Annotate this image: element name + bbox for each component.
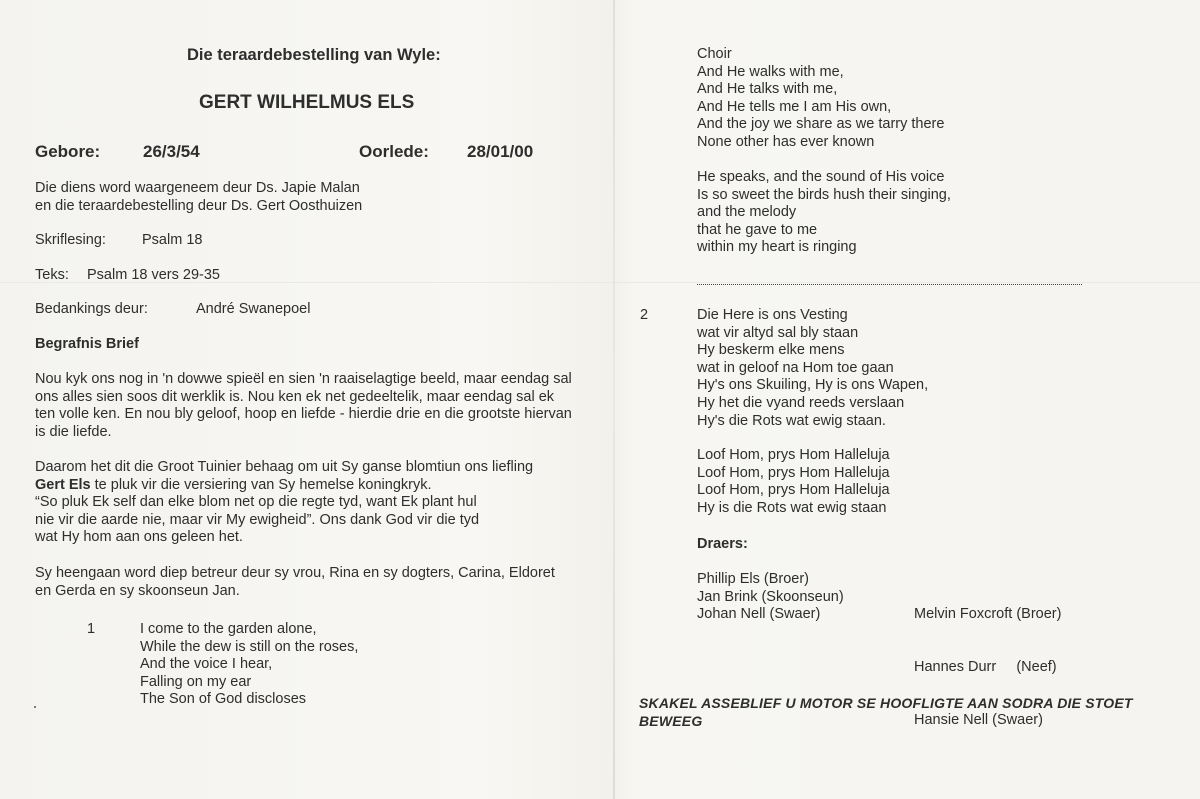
choir-line: And He tells me I am His own, bbox=[697, 98, 892, 115]
letter-p1-line: is die liefde. bbox=[35, 423, 112, 440]
choir-line: And He walks with me, bbox=[697, 63, 844, 80]
choir-lyrics bbox=[697, 46, 944, 152]
center-fold bbox=[613, 0, 615, 799]
choir-line: And the joy we share as we tarry there bbox=[697, 116, 945, 133]
letter-p2-line-rest: te pluk vir die versiering van Sy hemelse koningkryk. bbox=[90, 476, 432, 493]
letter-paragraph-3 bbox=[35, 565, 555, 600]
reading-value: Psalm 18 bbox=[142, 232, 203, 248]
hymn-line: Falling on my ear bbox=[140, 673, 252, 690]
hymn-line: Die Here is ons Vesting bbox=[697, 307, 848, 323]
choir-line: And He talks with me, bbox=[697, 81, 838, 98]
choir-line: Choir bbox=[697, 46, 732, 62]
headlights-notice: SKAKEL ASSEBLIEF U MOTOR SE HOOFLIGTE AAN SODRA DIE STOET BEWEEG bbox=[639, 695, 1133, 729]
text-value: Psalm 18 vers 29-35 bbox=[87, 267, 220, 283]
service-line-1: Die diens word waargeneem deur Ds. Japie Malan bbox=[35, 180, 360, 196]
hymn-2-lyrics bbox=[697, 307, 928, 430]
bearer-name: Johan Nell (Swaer) bbox=[697, 606, 821, 623]
died-label: Oorlede: bbox=[359, 142, 429, 161]
hymn-line: While the dew is still on the roses, bbox=[140, 638, 359, 655]
letter-p1-line: ten volle ken. En nou bly geloof, hoop en liefde - hierdie drie en die grootste hiervan bbox=[35, 406, 572, 423]
letter-paragraph-2 bbox=[35, 459, 533, 547]
letter-p1-line: ons alles sien soos dit werklik is. Nou ken ek net gedeeltelik, maar eendag sal ek bbox=[35, 388, 555, 405]
bearer-name: Hansie Nell (Swaer) bbox=[914, 711, 1043, 728]
bearer-name: Hannes Durr (Neef) bbox=[914, 658, 1057, 675]
bearers-heading: Draers: bbox=[697, 536, 748, 552]
text-label: Teks: bbox=[35, 267, 69, 283]
letter-p3-line: en Gerda en sy skoonseun Jan. bbox=[35, 582, 240, 599]
letter-p3-line: Sy heengaan word diep betreur deur sy vrou, Rina en sy dogters, Carina, Eldoret bbox=[35, 565, 555, 581]
bearer-name: Phillip Els (Broer) bbox=[697, 571, 809, 587]
refrain-line: Hy is die Rots wat ewig staan bbox=[697, 499, 887, 516]
letter-paragraph-1 bbox=[35, 371, 572, 441]
choir-line: within my heart is ringing bbox=[697, 239, 857, 256]
born-date: 26/3/54 bbox=[143, 142, 200, 161]
paper-speck bbox=[34, 706, 36, 708]
letter-heading: Begrafnis Brief bbox=[35, 336, 139, 352]
hymn-1-number: 1 bbox=[87, 621, 96, 637]
hymn-2-number: 2 bbox=[640, 307, 649, 323]
deceased-name: GERT WILHELMUS ELS bbox=[199, 92, 415, 113]
reading-label: Skriflesing: bbox=[35, 232, 106, 248]
hymn-line: I come to the garden alone, bbox=[140, 621, 317, 637]
letter-p2-line: Daarom het dit die Groot Tuinier behaag om uit Sy ganse blomtiun ons liefling bbox=[35, 459, 534, 475]
thanks-label: Bedankings deur: bbox=[35, 301, 148, 317]
bearer-name: Melvin Foxcroft (Broer) bbox=[914, 606, 1062, 623]
dotted-separator bbox=[697, 284, 1082, 285]
letter-p2-line: “So pluk Ek self dan elke blom net op die regte tyd, want Ek plant hul bbox=[35, 494, 477, 511]
hymn-line: And the voice I hear, bbox=[140, 656, 273, 673]
refrain-line: Loof Hom, prys Hom Halleluja bbox=[697, 464, 890, 481]
service-line-2: en die teraardebestelling deur Ds. Gert Oosthuizen bbox=[35, 198, 363, 214]
hymn-line: wat vir altyd sal bly staan bbox=[697, 324, 859, 341]
letter-p1-line: Nou kyk ons nog in 'n dowwe spieël en sien 'n raaiselagtige beeld, maar eendag sal bbox=[35, 371, 572, 387]
died-date: 28/01/00 bbox=[467, 142, 534, 161]
refrain-line: Loof Hom, prys Hom Halleluja bbox=[697, 447, 890, 463]
letter-p2-line: nie vir die aarde nie, maar vir My ewigheid”. Ons dank God vir die tyd bbox=[35, 511, 480, 528]
choir-line: None other has ever known bbox=[697, 133, 875, 150]
deceased-short-name: Gert Els bbox=[35, 476, 91, 493]
choir-line: Is so sweet the birds hush their singing, bbox=[697, 186, 951, 203]
refrain-line: Loof Hom, prys Hom Halleluja bbox=[697, 482, 890, 499]
thanks-value: André Swanepoel bbox=[196, 301, 311, 317]
choir-line: He speaks, and the sound of His voice bbox=[697, 169, 945, 185]
born-label: Gebore: bbox=[35, 142, 101, 161]
choir-line: that he gave to me bbox=[697, 221, 818, 238]
choir-line: and the melody bbox=[697, 204, 797, 221]
hymn-line: Hy's ons Skuiling, Hy is ons Wapen, bbox=[697, 377, 929, 394]
hymn-line: Hy het die vyand reeds verslaan bbox=[697, 394, 905, 411]
hymn-line: wat in geloof na Hom toe gaan bbox=[697, 359, 894, 376]
letter-p2-line bbox=[35, 477, 533, 495]
hymn-2-refrain bbox=[697, 447, 890, 517]
hymn-1-lyrics bbox=[140, 621, 358, 709]
bearer-name: Jan Brink (Skoonseun) bbox=[697, 588, 844, 605]
letter-p2-line: wat Hy hom aan ons geleen het. bbox=[35, 529, 243, 546]
bearers-left-column bbox=[697, 571, 844, 624]
hymn-line: Hy's die Rots wat ewig staan. bbox=[697, 412, 886, 429]
document-title: Die teraardebestelling van Wyle: bbox=[187, 46, 441, 64]
hymn-line: Hy beskerm elke mens bbox=[697, 342, 845, 359]
hymn-line: The Son of God discloses bbox=[140, 691, 307, 708]
choir-verse-2 bbox=[697, 169, 951, 257]
